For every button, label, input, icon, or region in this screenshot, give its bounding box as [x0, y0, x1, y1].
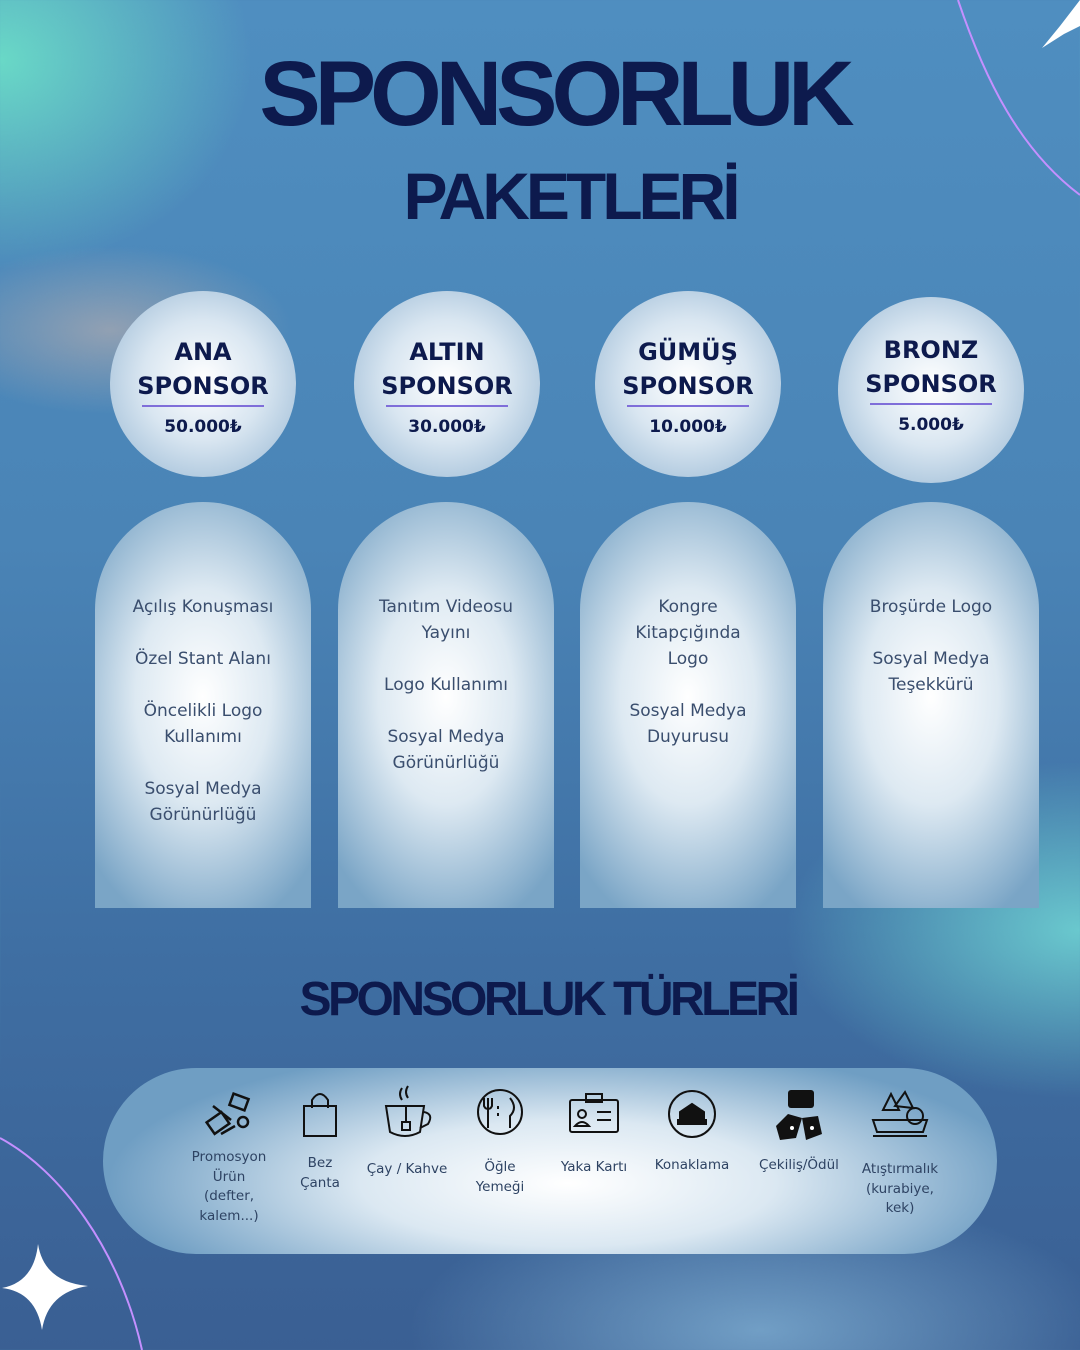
tier-underline — [627, 405, 749, 407]
type-label: Yaka Kartı — [560, 1159, 628, 1175]
tier-underline — [386, 405, 508, 407]
package-benefits-bronz — [823, 502, 1039, 908]
package-tier: GÜMÜŞ SPONSOR — [622, 338, 754, 400]
package-header-ana — [110, 291, 296, 477]
type-item — [749, 1088, 849, 1176]
tier-underline — [870, 403, 992, 405]
package-header-bronz — [838, 297, 1024, 483]
type-item — [450, 1086, 550, 1197]
type-label: Konaklama — [654, 1157, 730, 1173]
benefit-item: Öncelikli Logo Kullanımı — [143, 701, 263, 747]
plate-cutlery-icon — [474, 1086, 526, 1138]
promo-items-icon — [201, 1090, 257, 1142]
package-header-altin — [354, 291, 540, 477]
type-item — [544, 1092, 644, 1178]
tea-cup-icon — [380, 1084, 434, 1142]
tier-underline — [142, 405, 264, 407]
type-label: Çekiliş/Ödül — [759, 1157, 839, 1173]
accommodation-icon — [666, 1088, 718, 1140]
package-tier: ALTIN SPONSOR — [381, 338, 513, 400]
benefit-item: Kongre Kitapçığında Logo — [635, 597, 741, 669]
benefit-item: Sosyal Medya Duyurusu — [629, 701, 747, 747]
package-tier: BRONZ SPONSOR — [865, 336, 997, 398]
package-price: 50.000₺ — [164, 417, 242, 437]
type-item — [179, 1090, 279, 1226]
page-subtitle: PAKETLERİ — [403, 159, 737, 233]
page-title: SPONSORLUK — [259, 43, 849, 145]
benefit-item: Sosyal Medya Görünürlüğü — [387, 727, 505, 773]
sparkle-bottom-left-icon — [2, 1244, 88, 1330]
benefit-item: Broşürde Logo — [869, 597, 993, 617]
benefit-item: Açılış Konuşması — [132, 597, 274, 617]
benefit-item: Tanıtım Videosu Yayını — [378, 597, 514, 643]
package-benefits-gumus — [580, 502, 796, 908]
types-title: SPONSORLUK TÜRLERİ — [299, 973, 797, 1026]
type-label: Bez Çanta — [300, 1155, 340, 1191]
type-item — [270, 1090, 370, 1193]
name-badge-icon — [567, 1092, 621, 1136]
benefit-item: Sosyal Medya Teşekkürü — [872, 649, 990, 695]
type-label: Atıştırmalık (kurabiye, kek) — [861, 1161, 939, 1216]
package-tier: ANA SPONSOR — [137, 338, 269, 400]
package-benefits-altin — [338, 502, 554, 908]
package-header-gumus — [595, 291, 781, 477]
package-benefits-ana — [95, 502, 311, 908]
type-label: Öğle Yemeği — [475, 1159, 525, 1195]
sparkle-top-right-icon — [1042, 0, 1080, 48]
type-label: Çay / Kahve — [366, 1161, 448, 1177]
benefit-item: Sosyal Medya Görünürlüğü — [144, 779, 262, 825]
package-price: 10.000₺ — [649, 417, 727, 437]
type-label: Promosyon Ürün (defter, kalem...) — [191, 1149, 267, 1224]
package-price: 5.000₺ — [898, 415, 964, 435]
tote-bag-icon — [298, 1090, 342, 1140]
snack-tray-icon — [869, 1090, 931, 1140]
lottery-prize-icon — [772, 1088, 826, 1146]
type-item — [850, 1090, 950, 1219]
benefit-item: Logo Kullanımı — [384, 675, 508, 695]
type-item — [642, 1088, 742, 1176]
type-item — [357, 1084, 457, 1180]
benefit-item: Özel Stant Alanı — [135, 649, 271, 669]
package-price: 30.000₺ — [408, 417, 486, 437]
